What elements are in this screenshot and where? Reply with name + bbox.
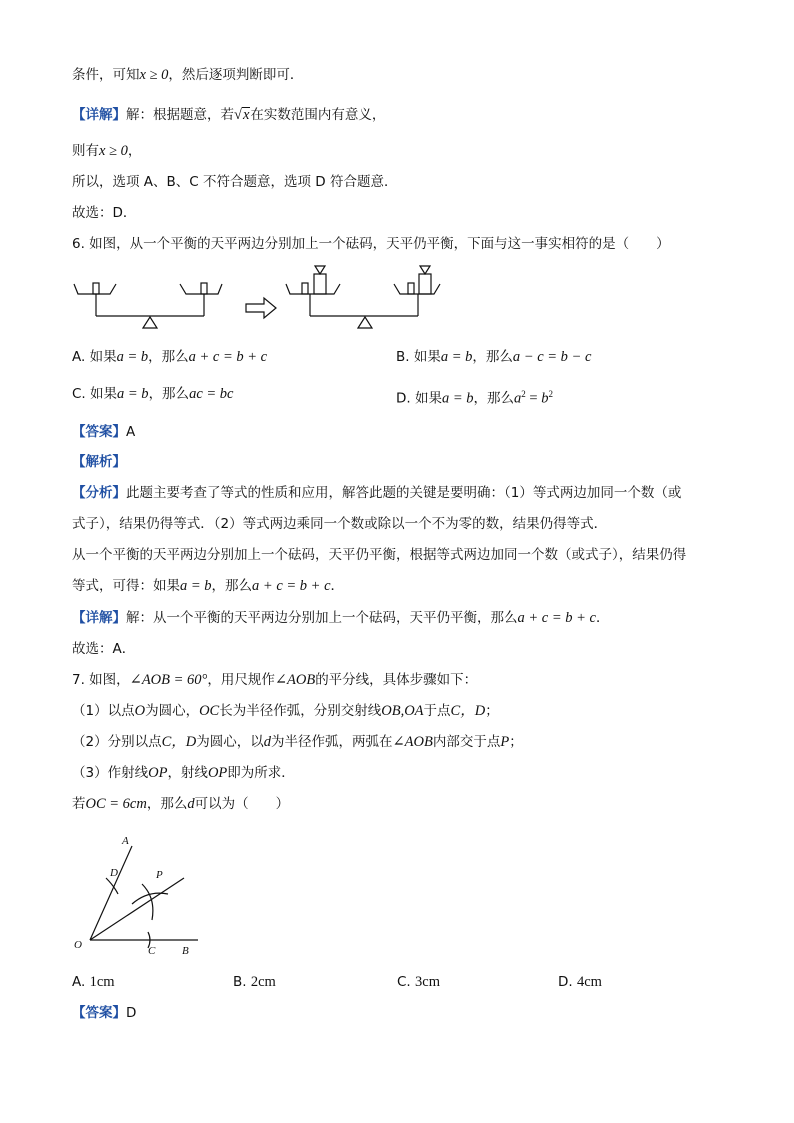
angle-bisector-figure xyxy=(68,832,208,960)
text: 若 xyxy=(72,796,86,812)
sqrt-sign: √ xyxy=(234,107,242,123)
text: 如果 xyxy=(89,349,117,365)
detail-tag: 【详解】 xyxy=(72,610,126,626)
math: a + c = b + c xyxy=(252,578,331,594)
label-d: D xyxy=(110,867,118,879)
label-o: O xyxy=(74,939,82,951)
math: a + c = b + c xyxy=(517,610,596,626)
math: b xyxy=(541,390,549,407)
math: P xyxy=(500,734,510,750)
option-letter: B. xyxy=(233,974,247,990)
option-value: 4cm xyxy=(576,974,602,990)
text: 的平分线，具体步骤如下： xyxy=(315,672,478,688)
q7-step-3 xyxy=(72,764,295,782)
text: ，那么 xyxy=(148,349,189,365)
text: 如果 xyxy=(414,390,442,407)
q6-option-b[interactable] xyxy=(396,348,591,366)
q7-step-1 xyxy=(72,702,499,720)
math: a xyxy=(514,390,522,407)
answer-value: A xyxy=(126,424,136,440)
text: ． xyxy=(330,578,345,594)
text: （3）作射线 xyxy=(72,765,149,781)
label-a: A xyxy=(122,835,129,847)
math: C，D xyxy=(450,703,486,719)
math: d xyxy=(263,734,271,750)
option-letter: C. xyxy=(72,386,86,402)
math: ∠AOB xyxy=(392,734,433,750)
text: 为圆心，以 xyxy=(196,734,264,750)
q6-option-d[interactable] xyxy=(396,385,553,408)
text: （1）以点 xyxy=(72,703,135,719)
text: ，那么 xyxy=(472,349,513,365)
text: 则有 xyxy=(72,143,99,159)
math: = xyxy=(525,390,542,407)
q5-then-line xyxy=(72,142,141,160)
text: ； xyxy=(485,703,499,719)
text: 在实数范围内有意义， xyxy=(250,107,386,123)
label-b: B xyxy=(182,945,189,957)
option-letter: D. xyxy=(396,390,411,407)
q6-choose-line: 故选：A． xyxy=(72,641,136,657)
label-c: C xyxy=(148,945,156,957)
text: 等式，可得：如果 xyxy=(72,578,180,594)
option-letter: B. xyxy=(396,349,410,365)
option-letter: C. xyxy=(397,974,411,990)
math: O xyxy=(134,703,146,719)
math: a − c = b − c xyxy=(512,349,592,365)
option-value: 2cm xyxy=(250,974,276,990)
text: 即为所求． xyxy=(227,765,295,781)
q6-detail-line xyxy=(72,609,609,627)
text: 为半径作弧，两弧在 xyxy=(271,734,393,750)
q6-option-c[interactable] xyxy=(72,385,233,403)
text: 内部交于点 xyxy=(432,734,501,750)
math: OP xyxy=(148,765,168,781)
q7-question xyxy=(72,795,289,813)
text: 如果 xyxy=(413,349,441,365)
balance-figure xyxy=(68,262,448,334)
math: OP xyxy=(207,765,228,781)
math: a + c = b + c xyxy=(188,349,268,365)
text: 解：从一个平衡的天平两边分别加上一个砝码，天平仍平衡，那么 xyxy=(126,610,518,626)
text: ，然后逐项判断即可． xyxy=(168,67,304,83)
q6-stem: 6. 如图，从一个平衡的天平两边分别加上一个砝码，天平仍平衡，下面与这一事实相符的是（ ） xyxy=(72,236,670,252)
answer-value: D xyxy=(126,1005,137,1021)
q6-analysis-tag xyxy=(72,453,126,471)
text: 长为半径作弧，分别交射线 xyxy=(219,703,382,719)
q7-option-a[interactable] xyxy=(72,973,115,991)
q6-fenxi-line-4 xyxy=(72,577,344,595)
math: OC xyxy=(199,703,220,719)
q7-option-d[interactable] xyxy=(558,973,602,991)
text: ，用尺规作 xyxy=(207,672,275,688)
text: 7. 如图， xyxy=(72,672,130,688)
option-value: 1cm xyxy=(89,974,115,990)
exponent: 2 xyxy=(548,389,553,399)
text: （2）分别以点 xyxy=(72,734,162,750)
text: ，那么 xyxy=(473,390,515,407)
arc-p-2 xyxy=(132,893,168,904)
q5-detail-line xyxy=(72,106,385,124)
text: ，那么 xyxy=(211,578,253,594)
text: ； xyxy=(509,734,523,750)
answer-tag: 【答案】 xyxy=(72,424,126,440)
text: 为圆心， xyxy=(145,703,200,719)
q6-option-a[interactable] xyxy=(72,348,267,366)
math: ∠AOB xyxy=(274,672,316,688)
math: OB,OA xyxy=(381,703,424,719)
q6-fenxi-line-1 xyxy=(72,484,681,502)
text: ，那么 xyxy=(146,796,188,812)
text: ，射线 xyxy=(167,765,208,781)
fenxi-tag: 【分析】 xyxy=(72,485,126,501)
q7-answer-line xyxy=(72,1004,136,1022)
math: x ≥ 0 xyxy=(139,67,169,83)
text: 于点 xyxy=(423,703,451,719)
math: x ≥ 0 xyxy=(99,143,128,159)
label-p: P xyxy=(156,869,163,881)
math: ac = bc xyxy=(189,386,234,402)
text: ，那么 xyxy=(148,386,190,402)
math: a = b xyxy=(180,578,212,594)
text: 解：根据题意，若 xyxy=(126,107,234,123)
math: a = b xyxy=(441,390,474,407)
analysis-tag: 【解析】 xyxy=(72,454,126,470)
text: ， xyxy=(127,143,142,159)
detail-tag: 【详解】 xyxy=(72,107,126,123)
text: 此题主要考查了等式的性质和应用，解答此题的关键是要明确：（1）等式两边加同一个数（或 xyxy=(126,485,682,501)
math: d xyxy=(187,796,195,812)
left-pan-1 xyxy=(74,284,116,294)
answer-tag: 【答案】 xyxy=(72,1005,126,1021)
text: 可以为（ ） xyxy=(194,796,290,812)
text: 条件，可知 xyxy=(72,67,140,83)
math: a = b xyxy=(117,386,149,402)
option-letter: A. xyxy=(72,974,86,990)
option-value: 3cm xyxy=(415,974,440,990)
math: a = b xyxy=(116,349,149,365)
option-letter: A. xyxy=(72,349,86,365)
math: ∠AOB = 60° xyxy=(129,672,208,688)
q5-choose-line: 故选：D． xyxy=(72,205,137,221)
math: a = b xyxy=(440,349,473,365)
text: ． xyxy=(595,610,610,626)
q6-answer-line xyxy=(72,423,135,441)
q7-option-c[interactable] xyxy=(397,973,440,991)
text: 如果 xyxy=(90,386,118,402)
math: C，D xyxy=(161,734,197,750)
q7-stem xyxy=(72,671,477,689)
q5-condition-line xyxy=(72,66,303,84)
q5-so-line: 所以，选项 A、B、C 不符合题意，选项 D 符合题意． xyxy=(72,174,398,190)
math: OC = 6cm xyxy=(85,796,147,812)
q6-fenxi-line-3: 从一个平衡的天平两边分别加上一个砝码，天平仍平衡，根据等式两边加同一个数（或式子），结果仍得 xyxy=(72,547,687,563)
option-letter: D. xyxy=(558,974,573,990)
sqrt-arg: x xyxy=(242,107,250,123)
q6-fenxi-line-2: 式子），结果仍得等式．（2）等式两边乘同一个数或除以一个不为零的数，结果仍得等式． xyxy=(72,516,608,532)
q7-step-2 xyxy=(72,733,523,751)
exponent: 2 xyxy=(521,389,526,399)
q7-option-b[interactable] xyxy=(233,973,276,991)
